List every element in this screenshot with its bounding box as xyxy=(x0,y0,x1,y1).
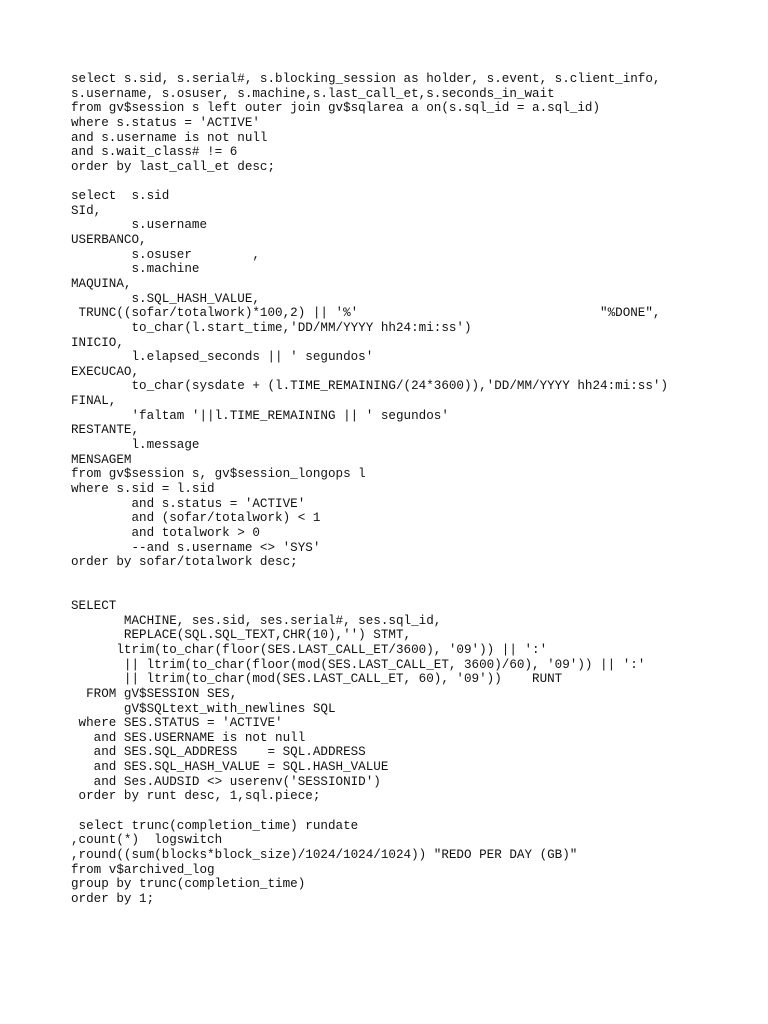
code-line: s.osuser , xyxy=(71,247,260,262)
code-line: s.username, s.osuser, s.machine,s.last_call_et,s.seconds_in_wait xyxy=(71,86,555,101)
code-line: MAQUINA, xyxy=(71,276,132,291)
code-line: order by sofar/totalwork desc; xyxy=(71,555,298,570)
code-line: and totalwork > 0 xyxy=(71,525,260,540)
code-line: || ltrim(to_char(floor(mod(SES.LAST_CALL_ET, 3600)/60), '09')) || ':' xyxy=(71,657,646,672)
code-line: ,round((sum(blocks*block_size)/1024/1024/1024)) "REDO PER DAY (GB)" xyxy=(71,847,578,862)
code-line xyxy=(71,570,668,585)
code-line: and SES.USERNAME is not null xyxy=(71,730,306,745)
code-line: and SES.SQL_HASH_VALUE = SQL.HASH_VALUE xyxy=(71,760,389,775)
code-line: where s.status = 'ACTIVE' xyxy=(71,115,260,130)
code-line: select s.sid xyxy=(71,189,170,204)
code-line: order by runt desc, 1,sql.piece; xyxy=(71,789,321,804)
code-line: l.elapsed_seconds || ' segundos' xyxy=(71,350,374,365)
code-line: s.machine xyxy=(71,262,200,277)
code-line xyxy=(71,804,668,819)
code-line: ltrim(to_char(floor(SES.LAST_CALL_ET/3600), '09')) || ':' xyxy=(71,642,548,657)
code-line: FROM gV$SESSION SES, xyxy=(71,686,238,701)
code-line: EXECUCAO, xyxy=(71,364,140,379)
code-line: SId, xyxy=(71,203,102,218)
code-line: and s.status = 'ACTIVE' xyxy=(71,496,306,511)
code-line: RESTANTE, xyxy=(71,423,140,438)
code-line: REPLACE(SQL.SQL_TEXT,CHR(10),'') STMT, xyxy=(71,628,412,643)
code-line: order by 1; xyxy=(71,891,155,906)
code-line: from gv$session s left outer join gv$sqlarea a on(s.sql_id = a.sql_id) xyxy=(71,101,601,116)
code-line: and s.username is not null xyxy=(71,130,268,145)
code-line: select s.sid, s.serial#, s.blocking_session as holder, s.event, s.client_info, xyxy=(71,72,661,86)
code-line: ,count(*) logswitch xyxy=(71,833,223,848)
code-line: and SES.SQL_ADDRESS = SQL.ADDRESS xyxy=(71,745,366,760)
code-line: TRUNC((sofar/totalwork)*100,2) || '%' "%DONE", xyxy=(71,306,661,321)
code-line: group by trunc(completion_time) xyxy=(71,877,306,892)
code-line: INICIO, xyxy=(71,335,124,350)
code-line: select trunc(completion_time) rundate xyxy=(71,818,359,833)
code-line: and s.wait_class# != 6 xyxy=(71,145,238,160)
code-line: l.message xyxy=(71,438,200,453)
code-line: to_char(l.start_time,'DD/MM/YYYY hh24:mi:ss') xyxy=(71,320,472,335)
code-line: MACHINE, ses.sid, ses.serial#, ses.sql_id, xyxy=(71,613,442,628)
code-line: --and s.username <> 'SYS' xyxy=(71,540,321,555)
code-line: and Ses.AUDSID <> userenv('SESSIONID') xyxy=(71,774,381,789)
code-line: to_char(sysdate + (l.TIME_REMAINING/(24*3600)),'DD/MM/YYYY hh24:mi:ss') xyxy=(71,379,669,394)
code-line: gV$SQLtext_with_newlines SQL xyxy=(71,701,336,716)
code-line: FINAL, xyxy=(71,394,117,409)
code-line: MENSAGEM xyxy=(71,452,132,467)
code-line: and (sofar/totalwork) < 1 xyxy=(71,511,321,526)
sql-code-block xyxy=(71,72,668,907)
code-line xyxy=(71,174,668,189)
code-line: s.username xyxy=(71,218,208,233)
code-line: where s.sid = l.sid xyxy=(71,481,215,496)
code-line: || ltrim(to_char(mod(SES.LAST_CALL_ET, 60), '09')) RUNT xyxy=(71,672,563,687)
code-line: 'faltam '||l.TIME_REMAINING || ' segundos' xyxy=(71,408,449,423)
code-line: order by last_call_et desc; xyxy=(71,159,276,174)
code-line: USERBANCO, xyxy=(71,233,147,248)
code-line: from v$archived_log xyxy=(71,862,215,877)
code-line: where SES.STATUS = 'ACTIVE' xyxy=(71,716,283,731)
code-line: SELECT xyxy=(71,599,117,614)
code-line: s.SQL_HASH_VALUE, xyxy=(71,291,260,306)
code-line: from gv$session s, gv$session_longops l xyxy=(71,467,366,482)
code-line xyxy=(71,584,668,599)
